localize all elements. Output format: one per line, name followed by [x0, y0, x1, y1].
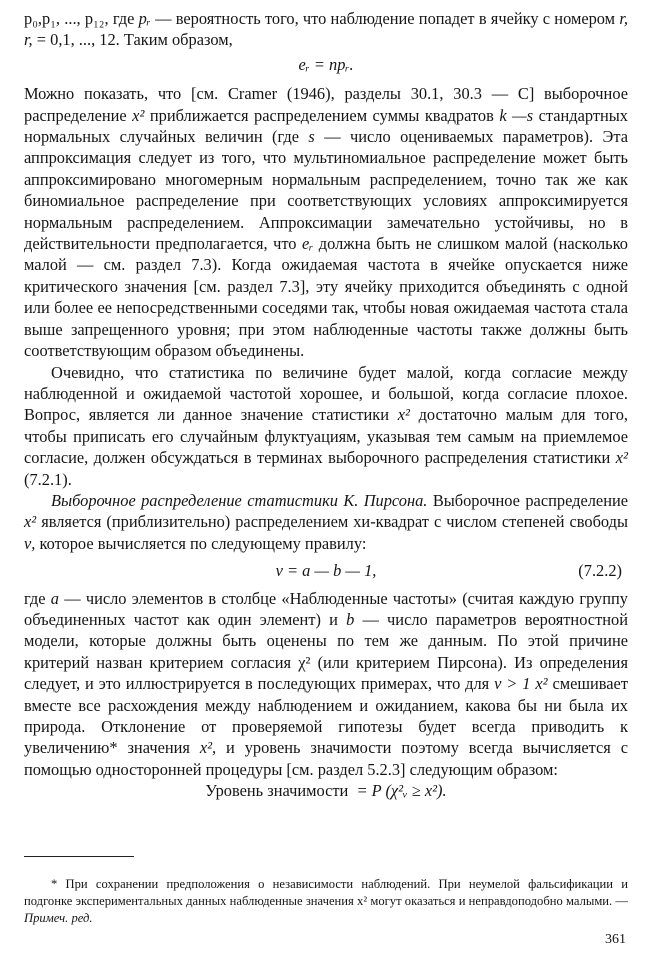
p4-b: является (приблизительно) распределением хи-квадрат с числом степеней свободы [41, 512, 628, 532]
var-b: b [346, 609, 355, 629]
main-text [24, 8, 628, 802]
equation-er-text: eᵣ = npᵣ. [298, 54, 354, 74]
p5-b: — число элементов в столбце «Наблюденные частоты» (считая каждую группу объединенных частот как один элемент) и [24, 588, 628, 629]
equation-degrees-of-freedom [24, 560, 628, 581]
var-a: a [50, 588, 59, 608]
footnote-editor-note: Примеч. ред. [24, 911, 93, 925]
equation-er [24, 54, 628, 75]
p3-b: достаточно малым для того, чтобы приписать его случайным флуктуациям, указывая тем самым на приемлемое согласие, должен обсуждаться в терминах выборочного распределения статистики [24, 405, 628, 468]
intro-mid: — вероятность того, что наблюдение попадет в ячейку с номером [155, 9, 616, 28]
section-heading: Выборочное распределение статистики К. Пирсона. [51, 490, 428, 510]
equation-nu-text: ν = a — b — 1, [275, 561, 377, 581]
p2-a: Можно показать, что [см. Cramer (1946), разделы 30.1, 30.3 — C] выборочное распределение [24, 84, 628, 125]
condition-nu: ν > 1 x² [494, 674, 548, 694]
p5-e: и уровень значимости поэтому всегда вычисляется с помощью односторонней процедуры [см. раздел 5.2.3] следующим образом: [24, 738, 628, 779]
var-r: r, r, [24, 9, 628, 50]
chi-symbol: x² [24, 512, 37, 532]
chi-symbol: x² [132, 105, 145, 125]
footnote-text: * При сохранении предположения о независимости наблюдений. При неумелой фальсификации и подгонке экспериментальных данных наблюденные значения x² могут оказаться и неправдоподобно малыми. — [24, 877, 628, 908]
chi-symbol: x² [397, 405, 410, 425]
page-number: 361 [605, 932, 626, 947]
p2-b: приближается распределением суммы квадратов [149, 105, 494, 125]
significance-formula: = P (χ²ᵥ ≥ x²). [356, 781, 447, 801]
p2-c: стандартных нормальных случайных величин (где [24, 105, 628, 147]
p5-a: где [24, 588, 46, 608]
p2-d: — число оцениваемых параметров). Эта аппроксимация следует из того, что мультиномиальное распределение может быть аппроксимировано многомерным нормальным распределением, точно так же как биномиальное распределение при соответствующих условиях аппроксимируется нормальным распределением. Аппроксимации замечательно устойчивы, но в действительности предполагается, что [24, 127, 628, 254]
p2-e: должна быть не слишком малой (насколько малой — см. раздел 7.3). Когда ожидаемая частота в ячейке опускается ниже критического значения [см. раздел 7.3], эту ячейку приходится объединять с одной или более ее непосредственными соседями так, чтобы новая ожидаемая частота стала выше запрещенного уровня; при этом наблюденные частоты также должны быть соответствующим образом объединены. [24, 234, 628, 361]
paragraph-approximation [24, 83, 628, 361]
p4-a: Выборочное распределение [432, 490, 629, 510]
var-s: s [308, 127, 315, 147]
intro-end: = 0,1, ..., 12. Таким образом, [36, 30, 233, 50]
footnote-divider [24, 856, 134, 857]
p3-c: (7.2.1). [24, 469, 72, 489]
equation-significance [24, 780, 628, 801]
p4-c: которое вычисляется по следующему правилу: [39, 533, 367, 553]
chi-symbol: x², [199, 738, 217, 758]
paragraph-statistic [24, 362, 628, 490]
paragraph-criterion [24, 588, 628, 781]
footnote [24, 876, 628, 927]
var-er: eᵣ [301, 234, 314, 254]
p5-d: смешивает вместе все расхождения между наблюдением и ожиданием, какова бы ни была их природа. Отклонение от проверяемой гипотезы будет всегда приводить к увеличению* значения [24, 674, 628, 758]
var-k-s: k —s [499, 105, 534, 125]
intro-paragraph [24, 8, 628, 51]
intro-start: p₀,p₁, ..., p₁₂, где [24, 9, 135, 28]
chi-symbol: x² [615, 448, 628, 468]
p5-c: — число параметров вероятностной модели, которые должны быть оценены по тем же данным. По этой причине критерий назван критерием согласия χ² (или критерием Пирсона). Из определения следует, и это иллюстрируется в последующих примерах, что для [24, 609, 628, 694]
var-pr: pᵣ [138, 9, 151, 28]
significance-label: Уровень значимости [205, 781, 349, 801]
var-nu: ν, [24, 533, 36, 553]
paragraph-sampling-distribution [24, 490, 628, 554]
equation-number: (7.2.2) [578, 561, 622, 581]
p3-a: Очевидно, что статистика по величине будет малой, когда согласие между наблюденной и ожидаемой частотой хорошее, и большой, когда согласие плохое. Вопрос, является ли данное значение статистики [24, 362, 628, 425]
